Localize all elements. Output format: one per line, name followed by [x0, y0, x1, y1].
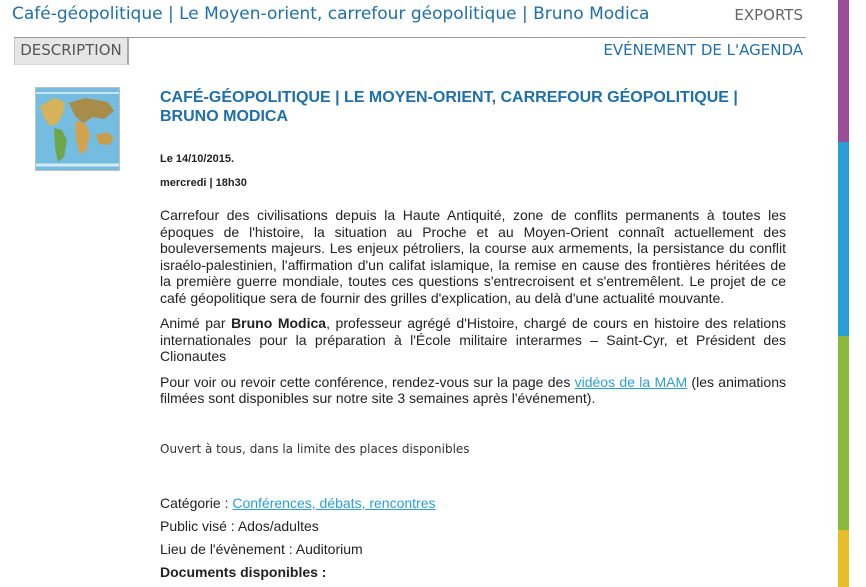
tab-description[interactable]: DESCRIPTION	[14, 38, 129, 65]
speaker-paragraph	[160, 315, 786, 365]
video-prefix: Pour voir ou revoir cette conférence, rendez-vous sur la page des	[160, 373, 575, 390]
speaker-prefix: Animé par	[160, 315, 232, 331]
world-map-icon	[36, 88, 119, 170]
stripe-purple	[838, 0, 849, 142]
agenda-event-link[interactable]: EVÉNEMENT DE L'AGENDA	[603, 41, 803, 59]
stripe-yellow	[838, 530, 849, 587]
event-day-time: mercredi | 18h30	[160, 177, 247, 189]
video-suffix: (les animations filmées sont disponibles sur notre site 3 semaines après l'événement).	[160, 373, 786, 406]
event-thumbnail	[35, 87, 120, 171]
public-row: Public visé : Ados/adultes	[160, 518, 319, 534]
side-color-stripes	[832, 0, 866, 587]
stripe-green	[838, 336, 849, 530]
open-note: Ouvert à tous, dans la limite des places disponibles	[160, 442, 470, 456]
video-paragraph	[160, 374, 786, 407]
category-label: Catégorie :	[160, 495, 233, 511]
description-paragraph: Carrefour des civilisations depuis la Haute Antiquité, zone de conflits permanents à toutes les époques de l'histoire, la situation au Proche et au Moyen-Orient connaît actuellement des bouleversements majeurs. Les enjeux pétroliers, la course aux armements, la persistance du conflit israélo-palestinien, l'affirmation d'un califat islamique, la remise en cause des frontières héritées de la première guerre mondiale, toutes ces questions s'entrecroisent et s'entremêlent. Le projet de ce café géopolitique sera de fournir des grilles d'explication, au delà d'une actualité mouvante.	[160, 207, 786, 306]
event-date: Le 14/10/2015.	[160, 153, 235, 165]
place-row: Lieu de l'évènement : Auditorium	[160, 541, 363, 557]
speaker-bio: , professeur agrégé d'Histoire, chargé de cours en histoire des relations internationales pour la préparation à l'École militaire interarmes – Saint-Cyr, et Président des Clionautes	[160, 315, 786, 364]
page-title: Café-géopolitique | Le Moyen-orient, carrefour géopolitique | Bruno Modica	[12, 4, 650, 24]
header-divider	[14, 37, 806, 38]
exports-link[interactable]: EXPORTS	[734, 6, 803, 24]
event-title: CAFÉ-GÉOPOLITIQUE | LE MOYEN-ORIENT, CARREFOUR GÉOPOLITIQUE | BRUNO MODICA	[160, 89, 738, 125]
documents-heading: Documents disponibles :	[160, 564, 327, 580]
category-link[interactable]: Conférences, débats, rencontres	[232, 495, 436, 511]
event-description	[160, 207, 786, 416]
speaker-name: Bruno Modica	[231, 315, 327, 331]
category-row	[160, 495, 436, 511]
stripe-blue	[838, 142, 849, 336]
mam-videos-link[interactable]: vidéos de la MAM	[574, 373, 688, 390]
